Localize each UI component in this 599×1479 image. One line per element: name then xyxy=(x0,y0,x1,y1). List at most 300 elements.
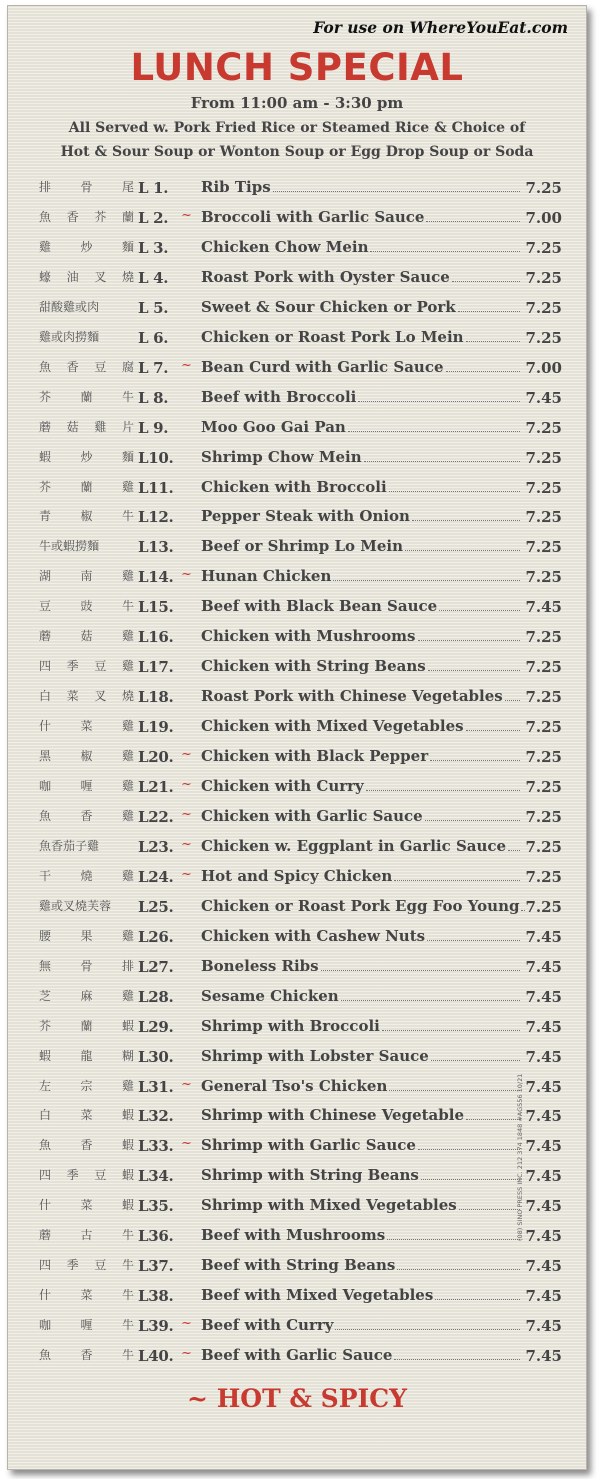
chinese-name: 干 燒 雞 xyxy=(39,868,134,883)
dot-leader xyxy=(366,790,520,791)
chinese-name: 魚 香 茄 子 雞 xyxy=(39,838,100,853)
item-name-line xyxy=(201,1106,521,1124)
chinese-name: 雞 或 肉 撈 麵 xyxy=(39,329,100,344)
chinese-name: 蝦 炒 麵 xyxy=(39,449,134,464)
item-code: L 3. xyxy=(138,238,169,257)
served-with-text xyxy=(8,116,586,164)
dot-leader xyxy=(389,1090,520,1091)
item-price: 7.45 xyxy=(525,1137,562,1156)
item-code: L30. xyxy=(138,1047,174,1066)
item-code: L35. xyxy=(138,1197,174,1216)
item-price: 7.25 xyxy=(525,538,562,557)
dot-leader xyxy=(397,1269,520,1270)
item-name-line xyxy=(201,1226,521,1244)
item-code: L32. xyxy=(138,1107,174,1126)
menu-item xyxy=(8,653,586,683)
item-name-line xyxy=(201,687,521,705)
chinese-name: 芥 蘭 雞 xyxy=(39,479,134,494)
chinese-name: 豆 豉 牛 xyxy=(39,599,134,614)
watermark: For use on WhereYouEat.com xyxy=(313,18,568,37)
item-name-line xyxy=(201,238,521,256)
chinese-name: 咖 喱 牛 xyxy=(39,1318,134,1333)
item-name-line xyxy=(201,1196,521,1214)
item-name: Chicken or Roast Pork Lo Mein xyxy=(201,327,464,346)
chinese-name: 蘑 菇 雞 xyxy=(39,629,134,644)
menu-item xyxy=(8,683,586,713)
item-name-line xyxy=(201,1286,521,1304)
menu-item xyxy=(8,953,586,983)
item-code: L24. xyxy=(138,867,174,886)
item-name-line xyxy=(201,747,521,765)
item-code: L 8. xyxy=(138,388,169,407)
item-name: Hot and Spicy Chicken xyxy=(201,866,393,885)
item-price: 7.25 xyxy=(525,568,562,587)
item-name: Pepper Steak with Onion xyxy=(201,507,410,526)
chinese-name: 四 季 豆 蝦 xyxy=(39,1168,134,1183)
item-name-line xyxy=(201,268,521,286)
item-code: L26. xyxy=(138,927,174,946)
item-code: L28. xyxy=(138,987,174,1006)
item-price: 7.25 xyxy=(525,328,562,347)
item-price: 7.45 xyxy=(525,1017,562,1036)
dot-leader xyxy=(341,1000,520,1001)
dot-leader xyxy=(382,1030,520,1031)
chinese-name: 牛 或 蝦 撈 麵 xyxy=(39,539,100,554)
dot-leader xyxy=(370,251,520,252)
item-price: 7.25 xyxy=(525,628,562,647)
item-price: 7.25 xyxy=(525,418,562,437)
hot-pepper-icon: ~ xyxy=(181,357,192,373)
chinese-name: 白 菜 叉 燒 xyxy=(39,689,134,704)
dot-leader xyxy=(389,491,520,492)
item-name-line xyxy=(201,1017,521,1035)
menu-item xyxy=(8,1252,586,1282)
item-name-line xyxy=(201,208,521,226)
menu-item xyxy=(8,833,586,863)
dot-leader xyxy=(428,670,520,671)
printer-note: (08) SINO PRESS INC. 212 374 1848 #AG556 10/21 xyxy=(516,1073,524,1241)
hot-pepper-icon: ~ xyxy=(181,1346,192,1362)
chinese-name: 四 季 豆 牛 xyxy=(39,1258,134,1273)
chinese-name: 甜 酸 雞 或 肉 xyxy=(39,299,100,314)
item-name-line xyxy=(201,837,521,855)
dot-leader xyxy=(273,191,520,192)
item-price: 7.25 xyxy=(525,238,562,257)
item-code: L29. xyxy=(138,1017,174,1036)
item-name: Chicken with Curry xyxy=(201,777,364,795)
item-code: L16. xyxy=(138,628,174,647)
dot-leader xyxy=(426,221,520,222)
item-name-line xyxy=(201,418,521,436)
chinese-name: 雞 或 叉 燒 芙 蓉 xyxy=(39,898,112,913)
item-name: Rib Tips xyxy=(201,178,271,196)
item-name-line xyxy=(201,807,521,825)
chinese-name: 左 宗 雞 xyxy=(39,1078,134,1093)
dot-leader xyxy=(394,880,520,881)
menu-item xyxy=(8,1192,586,1222)
item-price: 7.45 xyxy=(525,1227,562,1246)
menu-item xyxy=(8,474,586,504)
hot-pepper-icon: ~ xyxy=(181,1136,192,1152)
item-price: 7.45 xyxy=(525,1287,562,1306)
menu-item xyxy=(8,713,586,743)
item-price: 7.25 xyxy=(525,778,562,796)
menu-item xyxy=(8,1132,586,1162)
item-name: Beef or Shrimp Lo Mein xyxy=(201,537,404,556)
item-name-line xyxy=(201,717,521,735)
menu-item xyxy=(8,1312,586,1342)
dot-leader xyxy=(412,520,520,521)
item-price: 7.45 xyxy=(525,927,562,946)
item-price: 7.25 xyxy=(525,837,562,856)
item-name: Chicken with Broccoli xyxy=(201,477,387,496)
item-code: L40. xyxy=(138,1347,174,1366)
dot-leader xyxy=(439,610,520,611)
menu-item xyxy=(8,923,586,953)
menu-title: LUNCH SPECIAL xyxy=(130,46,464,89)
item-name-line xyxy=(201,567,521,585)
item-name: Broccoli with Garlic Sauce xyxy=(201,207,425,226)
chinese-name: 湖 南 雞 xyxy=(39,569,134,584)
item-price: 7.25 xyxy=(525,867,562,886)
dot-leader xyxy=(421,1179,520,1180)
menu-item xyxy=(8,803,586,833)
item-price: 7.45 xyxy=(525,598,562,617)
menu-item xyxy=(8,1102,586,1132)
menu-item xyxy=(8,264,586,294)
chinese-name: 無 骨 排 xyxy=(39,958,134,973)
item-name-line xyxy=(201,1166,521,1184)
menu-item xyxy=(8,863,586,893)
item-price: 7.45 xyxy=(525,1107,562,1126)
menu-item xyxy=(8,1342,586,1372)
item-code: L34. xyxy=(138,1167,174,1186)
menu-item xyxy=(8,1162,586,1192)
menu-item xyxy=(8,204,586,234)
hot-spicy-legend xyxy=(8,1384,586,1413)
chinese-name: 什 菜 雞 xyxy=(39,719,134,734)
item-name: Beef with Black Bean Sauce xyxy=(201,597,438,616)
chinese-name: 白 菜 蝦 xyxy=(39,1108,134,1123)
hot-spicy-label: HOT & SPICY xyxy=(216,1384,407,1413)
menu-item xyxy=(8,563,586,593)
dot-leader xyxy=(430,760,520,761)
item-name: Sesame Chicken xyxy=(201,986,339,1005)
item-price: 7.45 xyxy=(525,1167,562,1186)
item-name: Shrimp with Chinese Vegetable xyxy=(201,1106,465,1125)
item-name-line xyxy=(201,1256,521,1274)
dot-leader xyxy=(435,1299,520,1300)
item-name-line xyxy=(201,897,521,915)
hours-text: From 11:00 am - 3:30 pm xyxy=(190,94,404,112)
item-code: L13. xyxy=(138,538,174,557)
item-name: Chicken with Garlic Sauce xyxy=(201,806,423,825)
item-name: Chicken Chow Mein xyxy=(201,237,369,256)
menu-sheet xyxy=(7,5,587,1470)
item-code: L27. xyxy=(138,957,174,976)
item-name: General Tso's Chicken xyxy=(201,1076,388,1095)
item-code: L23. xyxy=(138,837,174,856)
chinese-name: 魚 香 雞 xyxy=(39,808,134,823)
item-name-line xyxy=(201,957,521,975)
menu-item xyxy=(8,503,586,533)
item-name-line xyxy=(201,1316,521,1334)
dot-leader xyxy=(333,580,520,581)
item-price: 7.00 xyxy=(525,208,562,227)
item-code: L 9. xyxy=(138,418,169,437)
chinese-name: 四 季 豆 雞 xyxy=(39,659,134,674)
item-name: Bean Curd with Garlic Sauce xyxy=(201,357,444,376)
item-name-line xyxy=(201,867,521,885)
dot-leader xyxy=(348,431,520,432)
item-code: L 1. xyxy=(138,179,169,197)
item-name: Beef with Broccoli xyxy=(201,387,357,406)
hot-pepper-icon: ~ xyxy=(187,1384,208,1413)
dot-leader xyxy=(431,1060,520,1061)
item-price: 7.25 xyxy=(525,448,562,467)
item-name: Chicken with String Beans xyxy=(201,657,426,676)
item-code: L 2. xyxy=(138,208,169,227)
chinese-name: 什 菜 牛 xyxy=(39,1288,134,1303)
hot-pepper-icon: ~ xyxy=(181,777,192,792)
item-price: 7.45 xyxy=(525,1047,562,1066)
item-name: Shrimp with String Beans xyxy=(201,1166,419,1185)
dot-leader xyxy=(452,281,520,282)
item-name-line xyxy=(201,987,521,1005)
hot-pepper-icon: ~ xyxy=(181,806,192,822)
chinese-name: 魚 香 芥 蘭 xyxy=(39,209,134,224)
chinese-name: 什 菜 蝦 xyxy=(39,1198,134,1213)
dot-leader xyxy=(425,820,520,821)
served-line-2: Hot & Sour Soup or Wonton Soup or Egg Drop Soup or Soda xyxy=(60,144,534,160)
item-code: L33. xyxy=(138,1137,174,1156)
item-price: 7.45 xyxy=(525,1317,562,1336)
chinese-name: 青 椒 牛 xyxy=(39,509,134,524)
chinese-name: 魚 香 牛 xyxy=(39,1348,134,1363)
item-name: Sweet & Sour Chicken or Pork xyxy=(201,297,456,316)
item-name-line xyxy=(201,478,521,496)
item-name: Shrimp with Garlic Sauce xyxy=(201,1136,416,1155)
dot-leader xyxy=(335,1329,520,1330)
hot-pepper-icon: ~ xyxy=(181,747,192,763)
chinese-name: 蠔 油 叉 燒 xyxy=(39,269,134,284)
menu-item xyxy=(8,983,586,1013)
item-code: L 7. xyxy=(138,358,169,377)
menu-item xyxy=(8,1282,586,1312)
menu-item xyxy=(8,533,586,563)
item-price: 7.45 xyxy=(525,388,562,407)
item-name-line xyxy=(201,298,521,316)
served-line-1: All Served w. Pork Fried Rice or Steamed Rice & Choice of xyxy=(68,120,526,136)
item-price: 7.45 xyxy=(525,987,562,1006)
chinese-name: 魚 香 蝦 xyxy=(39,1138,134,1153)
item-name: Chicken with Cashew Nuts xyxy=(201,926,426,945)
chinese-name: 芥 蘭 牛 xyxy=(39,389,134,404)
dot-leader xyxy=(418,640,521,641)
menu-item xyxy=(8,623,586,653)
item-code: L37. xyxy=(138,1257,174,1276)
dot-leader xyxy=(427,940,520,941)
hot-pepper-icon: ~ xyxy=(181,1316,192,1332)
item-name-line xyxy=(201,927,521,945)
item-name-line xyxy=(201,507,521,525)
item-code: L10. xyxy=(138,448,174,467)
item-name: Chicken or Roast Pork Egg Foo Young xyxy=(201,896,520,915)
menu-item xyxy=(8,324,586,354)
hot-pepper-icon: ~ xyxy=(181,866,192,882)
item-price: 7.45 xyxy=(525,957,562,976)
item-name: Chicken with Mushrooms xyxy=(201,627,416,646)
menu-item xyxy=(8,773,586,803)
item-code: L14. xyxy=(138,568,174,587)
menu-item xyxy=(8,1043,586,1073)
item-code: L15. xyxy=(138,598,174,617)
item-code: L 6. xyxy=(138,328,169,347)
item-name: Shrimp Chow Mein xyxy=(201,447,362,466)
item-price: 7.25 xyxy=(525,807,562,826)
item-name-line xyxy=(201,597,521,615)
item-code: L 5. xyxy=(138,298,169,317)
menu-item xyxy=(8,1222,586,1252)
item-name: Beef with Mixed Vegetables xyxy=(201,1286,434,1305)
item-price: 7.25 xyxy=(525,298,562,317)
dot-leader xyxy=(459,1209,520,1210)
hot-pepper-icon: ~ xyxy=(181,207,192,223)
chinese-name: 芝 麻 雞 xyxy=(39,988,134,1003)
item-price: 7.25 xyxy=(525,268,562,287)
item-code: L18. xyxy=(138,688,174,707)
item-price: 7.45 xyxy=(525,1077,562,1096)
item-name: Chicken with Black Pepper xyxy=(201,747,429,766)
chinese-name: 魚 香 豆 腐 xyxy=(39,359,134,374)
item-name: Shrimp with Mixed Vegetables xyxy=(201,1196,457,1215)
item-code: L21. xyxy=(138,778,174,796)
item-name-line xyxy=(201,1047,521,1065)
chinese-name: 芥 蘭 蝦 xyxy=(39,1018,134,1033)
item-name-line xyxy=(201,1077,521,1095)
dot-leader xyxy=(466,1119,520,1120)
item-price: 7.45 xyxy=(525,1347,562,1366)
item-price: 7.45 xyxy=(525,1257,562,1276)
chinese-name: 蘑 菇 雞 片 xyxy=(39,419,134,434)
chinese-name: 蘑 古 牛 xyxy=(39,1228,134,1243)
dot-leader xyxy=(321,970,520,971)
item-price: 7.25 xyxy=(525,658,562,677)
item-price: 7.00 xyxy=(525,358,562,377)
item-price: 7.25 xyxy=(525,179,562,197)
item-name-line xyxy=(201,627,521,645)
item-name-line xyxy=(201,1136,521,1154)
item-code: L 4. xyxy=(138,268,169,287)
item-name: Moo Goo Gai Pan xyxy=(201,417,346,436)
menu-item xyxy=(8,384,586,414)
item-name: Shrimp with Lobster Sauce xyxy=(201,1046,429,1065)
item-name: Beef with String Beans xyxy=(201,1256,396,1275)
item-name: Beef with Mushrooms xyxy=(201,1226,386,1245)
dot-leader xyxy=(364,461,520,462)
item-name: Roast Pork with Oyster Sauce xyxy=(201,267,450,286)
chinese-name: 蝦 龍 糊 xyxy=(39,1048,134,1063)
item-code: L11. xyxy=(138,478,174,497)
menu-item xyxy=(8,354,586,384)
item-code: L25. xyxy=(138,897,174,916)
item-code: L20. xyxy=(138,748,174,767)
item-price: 7.25 xyxy=(525,508,562,527)
item-code: L31. xyxy=(138,1077,174,1096)
chinese-name: 雞 炒 麵 xyxy=(39,239,134,254)
item-name: Boneless Ribs xyxy=(201,956,319,975)
dot-leader xyxy=(387,1239,520,1240)
item-name-line xyxy=(201,657,521,675)
item-name: Beef with Curry xyxy=(201,1316,334,1335)
menu-item xyxy=(8,294,586,324)
item-name: Hunan Chicken xyxy=(201,567,332,586)
item-name: Shrimp with Broccoli xyxy=(201,1016,380,1035)
dot-leader xyxy=(458,311,520,312)
menu-item xyxy=(8,174,586,204)
menu-item xyxy=(8,234,586,264)
menu-item xyxy=(8,414,586,444)
chinese-name: 腰 果 雞 xyxy=(39,928,134,943)
menu-item xyxy=(8,444,586,474)
item-code: L39. xyxy=(138,1317,174,1336)
dot-leader xyxy=(466,730,520,731)
chinese-name: 黑 椒 雞 xyxy=(39,749,134,764)
item-code: L36. xyxy=(138,1227,174,1246)
hot-pepper-icon: ~ xyxy=(181,836,192,852)
item-name: Beef with Garlic Sauce xyxy=(201,1346,393,1365)
item-code: L22. xyxy=(138,807,174,826)
item-price: 7.45 xyxy=(525,1197,562,1216)
item-name-line xyxy=(201,448,521,466)
dot-leader xyxy=(394,1359,520,1360)
item-name-line xyxy=(201,1346,521,1364)
item-name-line xyxy=(201,328,521,346)
item-name-line xyxy=(201,358,521,376)
dot-leader xyxy=(405,550,520,551)
item-code: L19. xyxy=(138,718,174,737)
item-price: 7.25 xyxy=(525,478,562,497)
dot-leader xyxy=(446,371,520,372)
menu-item xyxy=(8,1073,586,1103)
dot-leader xyxy=(466,341,520,342)
menu-item xyxy=(8,1013,586,1043)
menu-item xyxy=(8,893,586,923)
item-name: Chicken w. Eggplant in Garlic Sauce xyxy=(201,836,507,855)
item-price: 7.25 xyxy=(525,897,562,916)
menu-item xyxy=(8,593,586,623)
dot-leader xyxy=(358,401,520,402)
item-price: 7.25 xyxy=(525,688,562,707)
item-code: L17. xyxy=(138,658,174,677)
dot-leader xyxy=(418,1149,520,1150)
item-code: L12. xyxy=(138,508,174,527)
hot-pepper-icon: ~ xyxy=(181,567,192,583)
item-price: 7.25 xyxy=(525,748,562,767)
item-name-line xyxy=(201,388,521,406)
item-name-line xyxy=(201,537,521,555)
item-name-line xyxy=(201,178,521,196)
item-name: Roast Pork with Chinese Vegetables xyxy=(201,687,503,706)
hot-pepper-icon: ~ xyxy=(181,1076,192,1092)
item-price: 7.25 xyxy=(525,718,562,737)
item-name: Chicken with Mixed Vegetables xyxy=(201,717,464,736)
item-name-line xyxy=(201,777,521,795)
item-code: L38. xyxy=(138,1287,174,1306)
chinese-name: 排 骨 尾 xyxy=(39,180,134,194)
menu-item xyxy=(8,743,586,773)
chinese-name: 咖 喱 雞 xyxy=(39,779,134,793)
